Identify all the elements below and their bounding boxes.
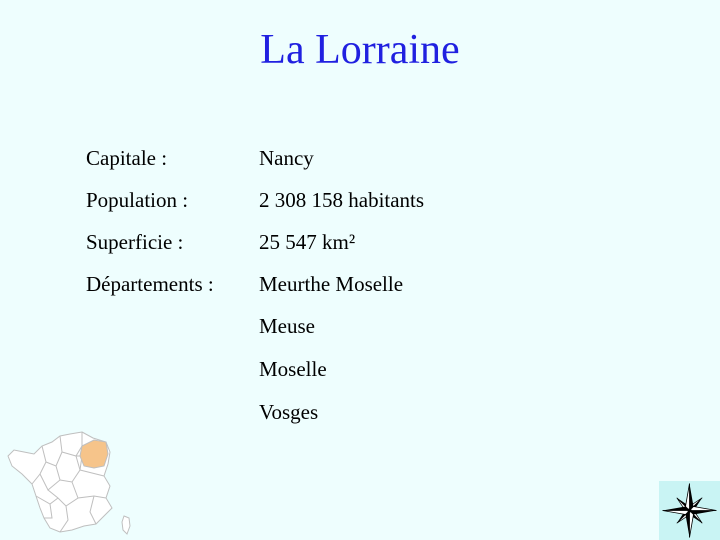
population-value: 2 308 158 habitants	[259, 188, 425, 212]
department-item: Meuse	[259, 314, 315, 338]
department-item: Moselle	[259, 357, 327, 381]
capital-value: Nancy	[259, 146, 314, 170]
department-item: Meurthe Moselle	[259, 272, 404, 296]
population-label: Population :	[86, 188, 189, 212]
department-item: Vosges	[259, 400, 319, 424]
area-label: Superficie :	[86, 230, 184, 254]
corsica-island	[122, 516, 130, 534]
compass-panel	[659, 481, 720, 540]
slide-title: La Lorraine	[260, 27, 460, 73]
departments-label: Départements :	[86, 272, 214, 296]
france-regions-map-icon	[0, 412, 150, 540]
compass-rose-icon	[659, 481, 720, 540]
area-value: 25 547 km²	[259, 230, 356, 254]
capital-label: Capitale :	[86, 146, 168, 170]
